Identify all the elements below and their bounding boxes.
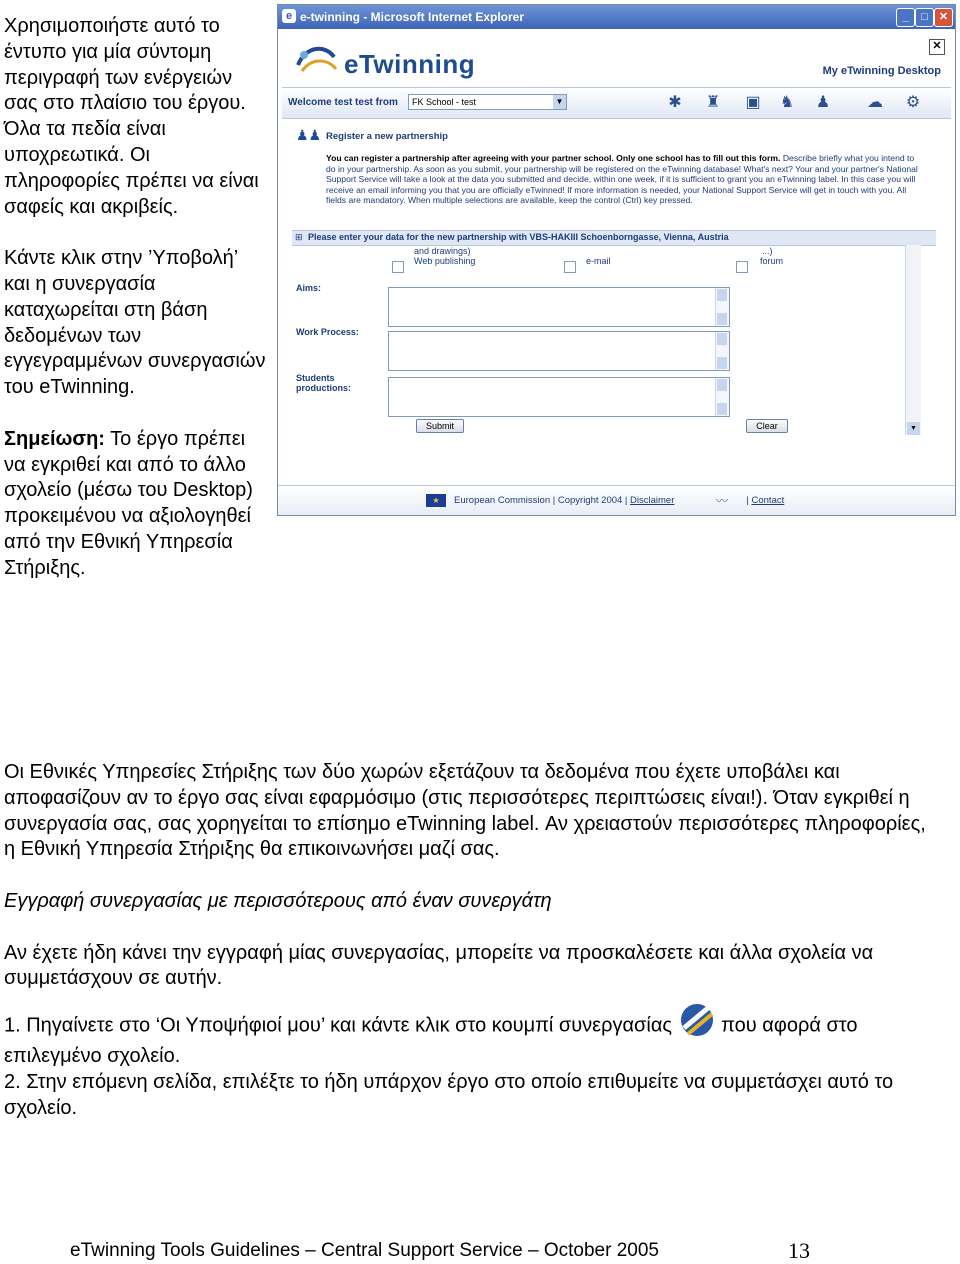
form-header-text: Please enter your data for the new partnership with VBS-HAKIII Schoenborngasse, Vienna, Austria xyxy=(308,232,729,242)
option-partial-label-2: ...) xyxy=(762,246,773,256)
note-text: Το έργο πρέπει να εγκριθεί και από το άλλο σχολείο (μέσω του Desktop) προκειμένου να αξιολογηθεί από την Εθνική Υπηρεσία Στήριξης. xyxy=(4,427,253,579)
body-text xyxy=(4,760,934,1122)
panel-close-icon[interactable]: ✕ xyxy=(929,39,945,55)
etwinning-logo-icon xyxy=(292,43,340,77)
step-1-text-end: που αφορά στο επιλεγμένο σχολείο. xyxy=(4,1014,858,1068)
students-productions-label: Students productions: xyxy=(296,373,351,393)
work-process-label: Work Process: xyxy=(296,327,359,337)
submit-button[interactable]: Submit xyxy=(416,419,464,433)
page-scrollbar[interactable] xyxy=(905,245,921,435)
aims-scrollbar[interactable] xyxy=(715,288,729,326)
window-titlebar xyxy=(278,5,955,29)
etwinning-header xyxy=(278,29,955,87)
footer-ec: European Commission xyxy=(454,495,551,506)
forum-label: forum xyxy=(760,256,784,266)
section-heading: Εγγραφή συνεργασίας με περισσότερους από έναν συνεργάτη xyxy=(4,889,552,912)
aims-label: Aims: xyxy=(296,283,322,293)
minimize-icon[interactable]: _ xyxy=(896,8,915,27)
welcome-label: Welcome test test from xyxy=(288,97,398,108)
step-1-text: 1. Πηγαίνετε στο ‘Οι Υποψήφιοί μου’ και κάντε κλικ στο κουμπί συνεργασίας xyxy=(4,1014,673,1037)
mailbox-icon[interactable]: ▣ xyxy=(745,94,761,111)
partnership-button-icon xyxy=(678,1002,716,1038)
step-1 xyxy=(4,1008,934,1070)
desktop-link[interactable]: My eTwinning Desktop xyxy=(822,65,941,77)
logo-text: eTwinning xyxy=(344,49,476,79)
chevron-down-icon[interactable]: ▼ xyxy=(553,95,566,109)
instructions-text: Describe briefly what you intend to do in your partnership. As soon as you submit, your partnership will be registered on the eTwinning database! What's next? Your and your partner's National Support Service will take a look at the data you submitted and decide, within one week, if it is sufficient to grant you an eTwinning label. In this case you will receive an email informing you that you are officially eTwinned! If more information is needed, your National Support Service will get in touch with you. All fields are mandatory. When multiple selections are available, keep the control (Ctrl) key pressed. xyxy=(326,153,918,206)
users-icon[interactable]: ♞ xyxy=(779,94,795,111)
ie-icon: e xyxy=(282,9,296,23)
instructions-lead: You can register a partnership after agreeing with your partner school. Only one school has to fill out this form. xyxy=(326,153,781,163)
page-number: 13 xyxy=(788,1238,810,1263)
partnership-people-icon: ♟♟ xyxy=(296,127,322,143)
note-paragraph xyxy=(4,427,266,582)
form-header-bar xyxy=(292,230,936,246)
students-productions-scrollbar[interactable] xyxy=(715,378,729,416)
people-icon[interactable]: ♜ xyxy=(705,94,721,111)
footer-disclaimer-link[interactable]: Disclaimer xyxy=(630,495,675,506)
option-partial-label: and drawings) xyxy=(414,246,471,256)
work-process-scrollbar[interactable] xyxy=(715,332,729,370)
left-column xyxy=(4,14,266,582)
footer-links: European Commission | Copyright 2004 | Disclaimer | Contact xyxy=(454,495,785,506)
etwinning-mini-logo-icon: 〰 xyxy=(716,494,729,508)
school-select-value: FK School - test xyxy=(412,97,477,107)
register-heading xyxy=(296,129,936,145)
page-footer: eTwinning Tools Guidelines – Central Support Service – October 2005 xyxy=(70,1240,659,1261)
nss-paragraph: Οι Εθνικές Υπηρεσίες Στήριξης των δύο χωρών εξετάζουν τα δεδομένα που έχετε υποβάλει και αποφασίζουν αν το έργο σας είναι εφαρμόσιμο (στις περισσότερες περιπτώσεις είναι!). Όταν εγκριθεί η συνεργασία σας, σας χορηγείται το επίσημο eTwinning label. Αν χρειαστούν περισσότερες πληροφορίες, η Εθνική Υπηρεσία Στήριξης θα επικοινωνήσει μαζί σας. xyxy=(4,761,926,861)
footer-copyright: Copyright 2004 xyxy=(557,495,623,506)
web-publishing-label: Web publishing xyxy=(414,256,476,266)
info-icon: ⊞ xyxy=(295,232,303,242)
welcome-bar xyxy=(282,87,951,119)
site-footer xyxy=(278,485,955,516)
register-title: Register a new partnership xyxy=(326,131,448,142)
close-icon[interactable]: ✕ xyxy=(934,8,953,27)
chat-icon[interactable]: ☁ xyxy=(867,94,883,111)
maximize-icon[interactable]: □ xyxy=(915,8,934,27)
note-label: Σημείωση: xyxy=(4,427,105,450)
scroll-down-icon[interactable]: ▼ xyxy=(907,422,920,435)
toolbar-icons xyxy=(664,90,946,116)
step-2: 2. Στην επόμενη σελίδα, επιλέξτε το ήδη υπάρχον έργο στο οποίο επιθυμείτε να συμμετάσχει αυτό το σχολείο. xyxy=(4,1070,894,1119)
group-icon[interactable]: ♟ xyxy=(815,94,831,111)
students-productions-textarea[interactable] xyxy=(388,377,730,417)
aims-textarea[interactable] xyxy=(388,287,730,327)
instructions xyxy=(326,153,918,206)
settings-icon[interactable]: ⚙ xyxy=(905,94,921,111)
email-checkbox[interactable] xyxy=(564,261,576,273)
work-process-textarea[interactable] xyxy=(388,331,730,371)
clear-button[interactable]: Clear xyxy=(746,419,788,433)
partner-search-icon[interactable]: ✱ xyxy=(668,94,682,111)
web-publishing-checkbox[interactable] xyxy=(392,261,404,273)
eu-flag-icon: ★ xyxy=(426,494,446,507)
school-select[interactable] xyxy=(408,94,567,110)
submit-paragraph: Κάντε κλικ στην ’Υποβολή’ και η συνεργασία καταχωρείται στη βάση δεδομένων των εγγεγραμμένων συνεργασιών του eTwinning. xyxy=(4,247,266,399)
email-label: e-mail xyxy=(586,256,611,266)
forum-checkbox[interactable] xyxy=(736,261,748,273)
footer-contact-link[interactable]: Contact xyxy=(751,495,785,506)
invite-paragraph: Αν έχετε ήδη κάνει την εγγραφή μίας συνεργασίας, μπορείτε να προσκαλέσετε και άλλα σχολεία να συμμετάσχουν σε αυτήν. xyxy=(4,941,874,990)
intro-paragraph: Χρησιμοποιήστε αυτό το έντυπο για μία σύντομη περιγραφή των ενέργειών σας στο πλαίσιο του έργου. Όλα τα πεδία είναι υποχρεωτικά. Οι πληροφορίες πρέπει να είναι σαφείς και ακριβείς. xyxy=(4,15,259,218)
window-title: e-twinning - Microsoft Internet Explorer xyxy=(300,10,525,24)
etwinning-screenshot xyxy=(277,4,956,516)
